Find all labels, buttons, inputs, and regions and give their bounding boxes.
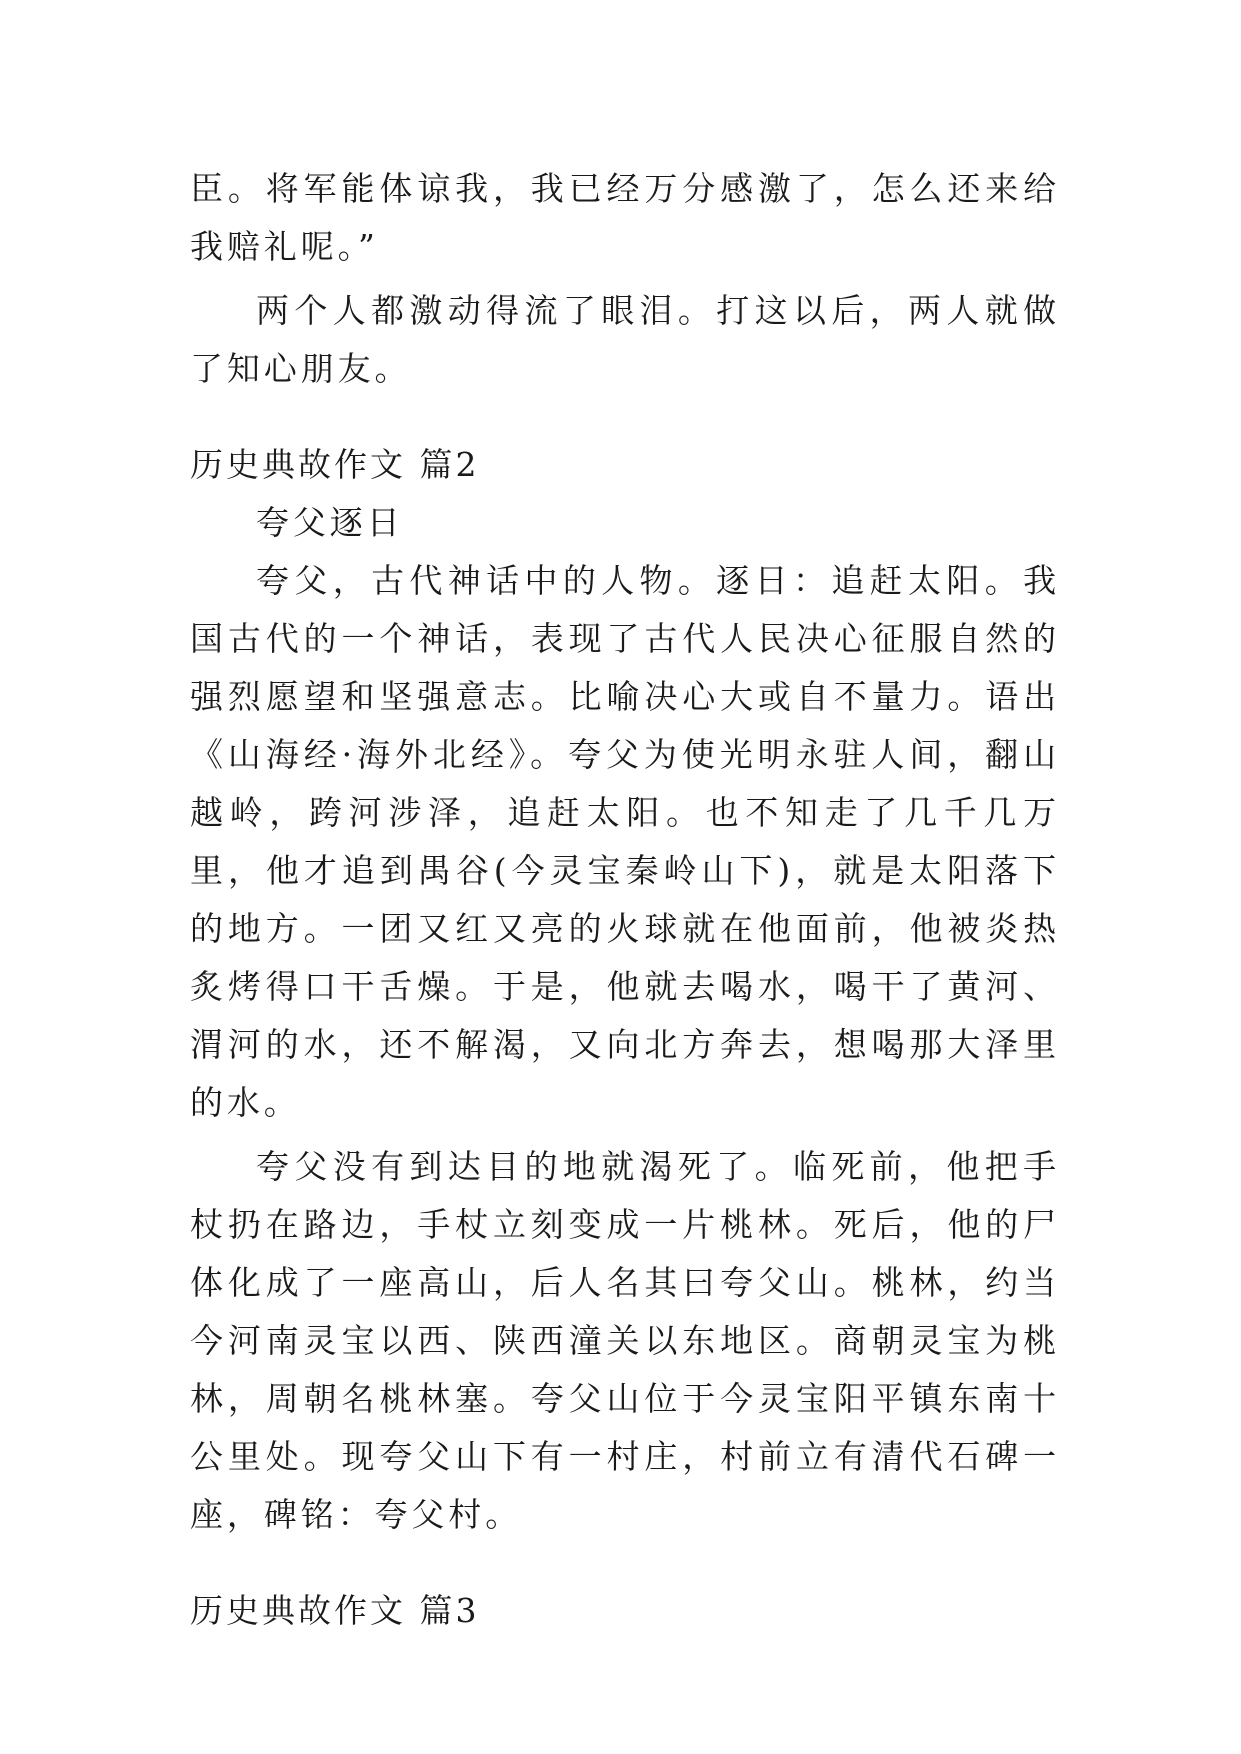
section-heading: 历史典故作文 篇2: [190, 445, 480, 484]
section-heading: 历史典故作文 篇3: [190, 1591, 480, 1630]
section-subtitle: 夸父逐日: [256, 503, 404, 542]
continued-paragraph: 臣。将军能体谅我，我已经万分感激了，怎么还来给我赔礼呢。”: [190, 169, 1060, 266]
paragraph: 夸父没有到达目的地就渴死了。临死前，他把手杖扔在路边，手杖立刻变成一片桃林。死后，他的尸体化成了一座高山，后人名其曰夸父山。桃林，约当今河南灵宝以西、陕西潼关以东地区。商朝灵宝为桃林，周朝名桃林塞。夸父山位于今灵宝阳平镇东南十公里处。现夸父山下有一村庄，村前立有清代石碑一座，碑铭：夸父村。: [190, 1147, 1060, 1534]
document-body: [190, 160, 1060, 1640]
paragraph: 两个人都激动得流了眼泪。打这以后，两人就做了知心朋友。: [190, 291, 1060, 388]
paragraph: 夸父，古代神话中的人物。逐日：追赶太阳。我国古代的一个神话，表现了古代人民决心征服自然的强烈愿望和坚强意志。比喻决心大或自不量力。语出《山海经·海外北经》。夸父为使光明永驻人间，翻山越岭，跨河涉泽，追赶太阳。也不知走了几千几万里，他才追到禺谷(今灵宝秦岭山下)，就是太阳落下的地方。一团又红又亮的火球就在他面前，他被炎热炙烤得口干舌燥。于是，他就去喝水，喝干了黄河、渭河的水，还不解渴，又向北方奔去，想喝那大泽里的水。: [190, 561, 1060, 1122]
